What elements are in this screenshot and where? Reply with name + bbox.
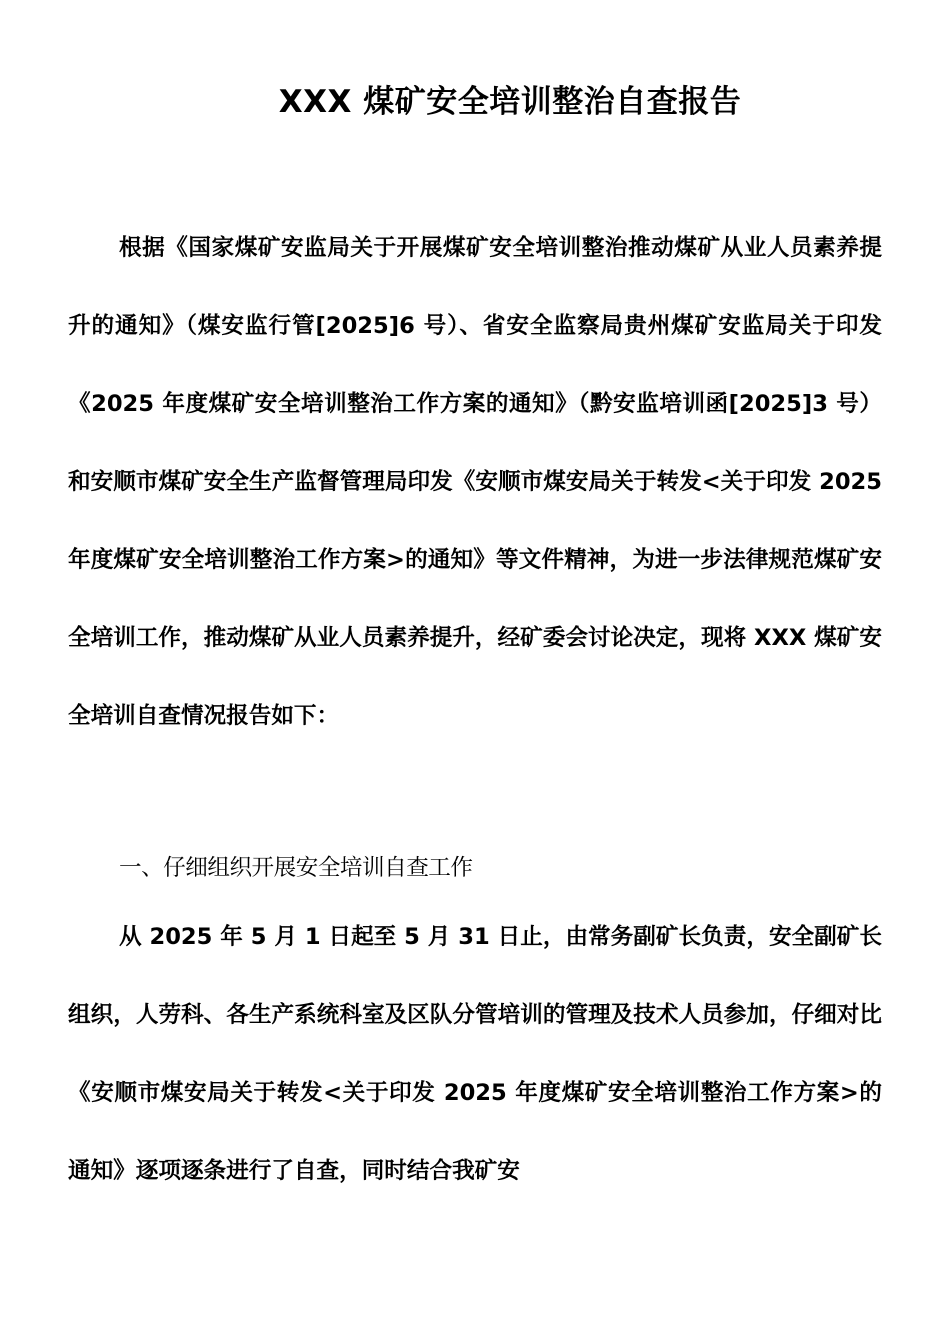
section-heading: 一、仔细组织开展安全培训自查工作 [119, 855, 473, 881]
paragraph-text: 根据《国家煤矿安监局关于开展煤矿安全培训整治推动煤矿从业人员素养提升的通知》（煤安监行管[2025]6 号）、省安全监察局贵州煤矿安监局关于印发《2025 年度煤矿安全培训整治工作方案的通知》（黔安监培训函[2025]3 号）和安顺市煤矿安全生产监督管理局印发《安顺市煤安局关于转发<关于印发 2025 年度煤矿安全培训整治工作方案>的通知》等文件精神，为进一步法律规范煤矿安全培训工作，推动煤矿从业人员素养提升，经矿委会讨论决定，现将 XXX 煤矿安全培训自查情况报告如下： [68, 235, 882, 729]
paragraph-text: 从 2025 年 5 月 1 日起至 5 月 31 日止，由常务副矿长负责，安全副矿长组织，人劳科、各生产系统科室及区队分管培训的管理及技术人员参加，仔细对比《安顺市煤安局关于转发<关于印发 2025 年度煤矿安全培训整治工作方案>的通知》逐项逐条进行了自查，同时结合我矿安 [68, 924, 882, 1184]
body-paragraph-self-check [68, 898, 882, 1210]
section-heading-block [68, 829, 882, 907]
document-title: XXX 煤矿安全培训整治自查报告 [278, 84, 742, 120]
body-paragraph-intro [68, 209, 882, 755]
